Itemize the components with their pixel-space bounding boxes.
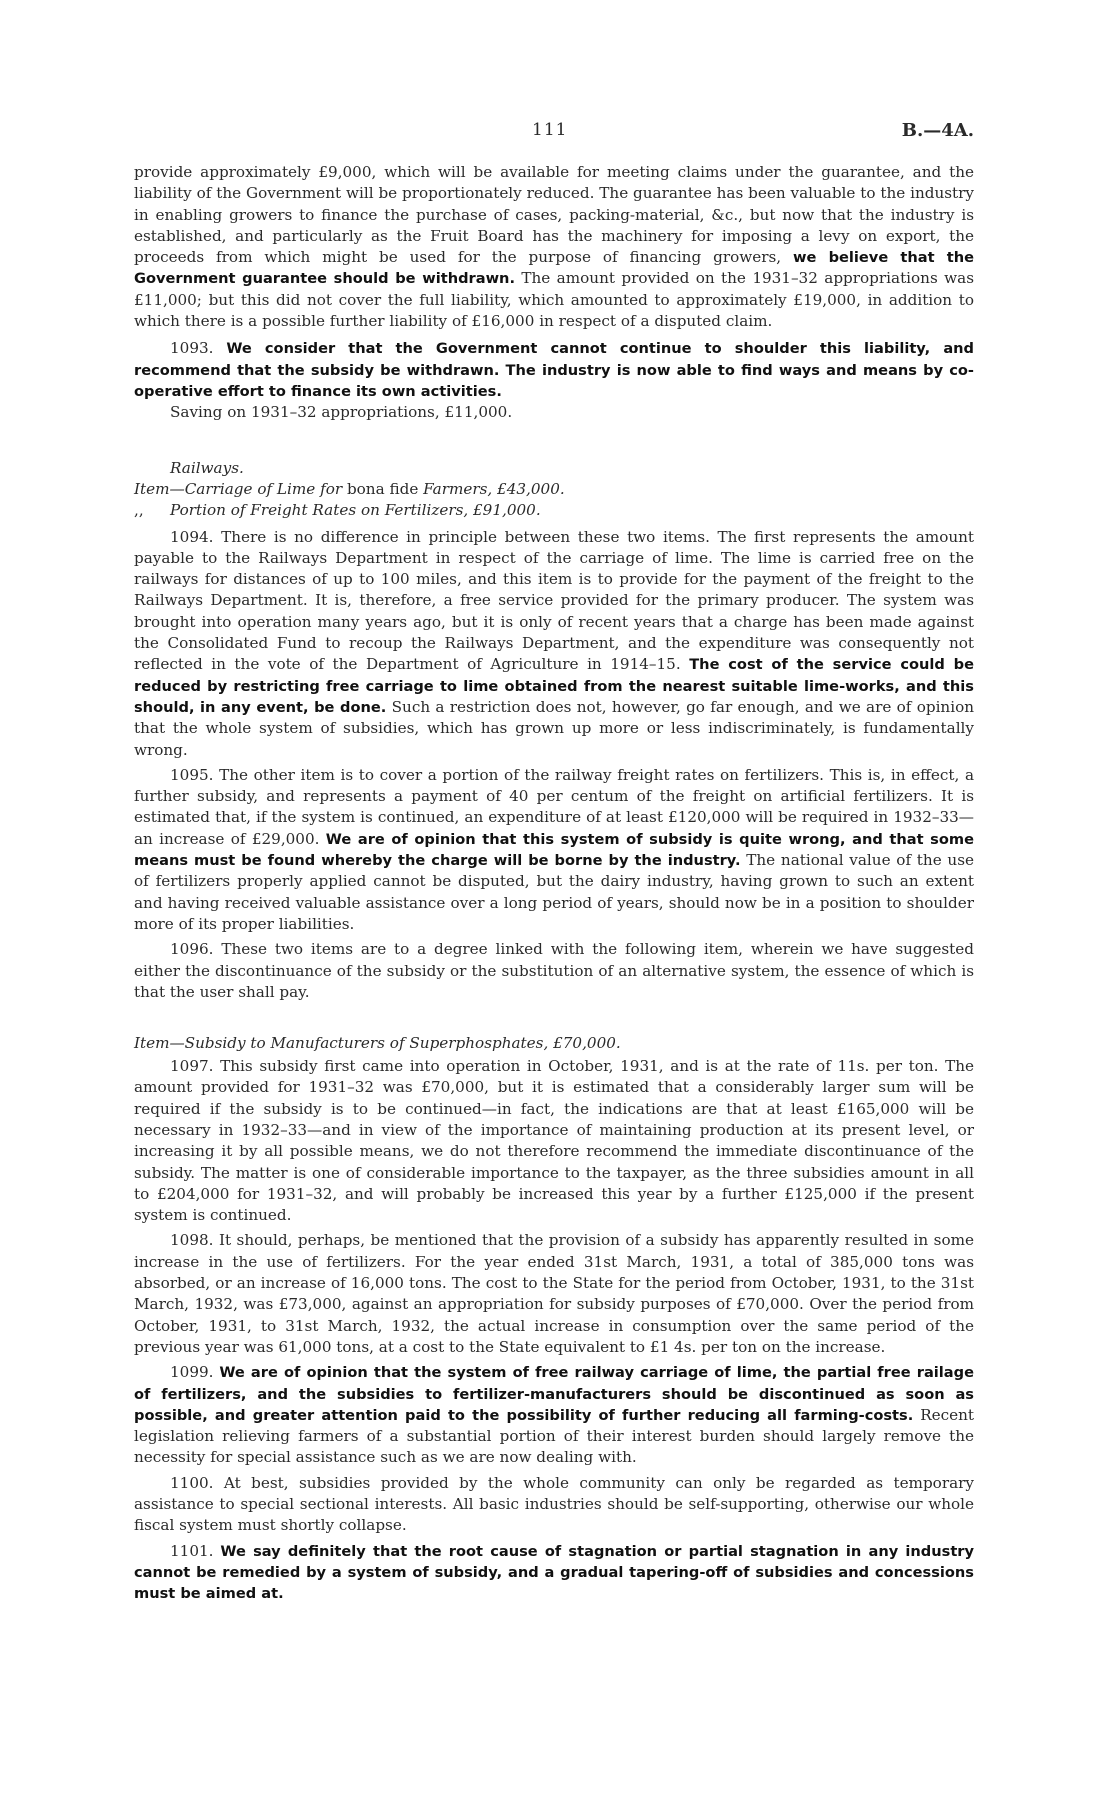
paragraph-continued: provide approximately £9,000, which will be available for meeting claims under the guarantee, and the liability of the Government will be proportionately reduced. The guarantee has been valuable to the industry in enabling growers to finance the purchase of cases, packing-material, &c., but now that the industry is established, and particularly as the Fruit Board has the machinery for imposing a levy on export, the proceeds from which might be used for the purpose of financing growers, we believe that the Government guarantee should be withdrawn. The amount provided on the 1931–32 appropriations was £11,000; but this did not cover the full liability, which amounted to approximately £19,000, in addition to which there is a possible further liability of £16,000 in respect of a disputed claim.	[134, 163, 975, 331]
page-header	[134, 120, 974, 150]
section-heading-railways: Railways.	[170, 458, 244, 477]
section-heading-superphosphates: Item—Subsidy to Manufacturers of Superphosphates, £70,000.	[134, 1034, 621, 1053]
item-freight-rates: ,, Portion of Freight Rates on Fertilizers, £91,000.	[134, 500, 541, 519]
paragraph-1096: 1096. These two items are to a degree linked with the following item, wherein we have suggested either the discontinuance of the subsidy or the substitution of an alternative system, the essence of which is that the user shall pay.	[134, 940, 974, 1001]
paragraph-1098: 1098. It should, perhaps, be mentioned that the provision of a subsidy has apparently resulted in some increase in the use of fertilizers. For the year ended 31st March, 1931, a total of 385,000 tons was absorbed, or an increase of 16,000 tons. The cost to the State for the period from October, 1931, to the 31st March, 1932, was £73,000, against an appropriation for subsidy purposes of £70,000. Over the period from October, 1931, to 31st March, 1932, the actual increase in consumption over the same period of the previous year was 61,000 tons, at a cost to the State equivalent to £1 4s. per ton on the increase.	[134, 1231, 974, 1356]
page-number: 111	[532, 120, 568, 140]
paragraph-1100: 1100. At best, subsidies provided by the whole community can only be regarded as temporary assistance to special sectional interests. All basic industries should be self-supporting, otherwise our whole fiscal system must shortly collapse.	[134, 1473, 974, 1535]
paragraph-1099: 1099. We are of opinion that the system of free railway carriage of lime, the partial free railage of fertilizers, and the subsidies to fertilizer-manufacturers should be discontinued as soon as possible, and greater attention paid to the possibility of further reducing all farming-costs. Recent legislation relieving farmers of a substantial portion of their interest burden should largely remove the necessity for special assistance such as we are now dealing with.	[134, 1363, 975, 1467]
saving-note: Saving on 1931–32 appropriations, £11,000.	[170, 403, 513, 422]
paragraph-1095: 1095. The other item is to cover a portion of the railway freight rates on fertilizers. This is, in effect, a further subsidy, and represents a payment of 40 per centum of the freight on artificial fertilizers. It is estimated that, if the system is continued, an expenditure of at least £120,000 will be required in 1932–33—an increase of £29,000. We are of opinion that this system of subsidy is quite wrong, and that some means must be found whereby the charge will be borne by the industry. The national value of the use of fertilizers properly applied cannot be disputed, but the dairy industry, having grown to such an extent and having received valuable assistance over a long period of years, should now be in a position to shoulder more of its proper liabilities.	[134, 765, 974, 933]
paragraph-1093: 1093. We consider that the Government cannot continue to shoulder this liability, and recommend that the subsidy be withdrawn. The industry is now able to find ways and means by co-operative effort to finance its own activities.	[134, 339, 974, 400]
item-carriage-of-lime: Item—Carriage of Lime for bona fide Farmers, £43,000.	[134, 479, 565, 498]
paragraph-1094: 1094. There is no difference in principle between these two items. The first represents the amount payable to the Railways Department in respect of the carriage of lime. The lime is carried free on the railways for distances of up to 100 miles, and this item is to provide for the payment of the freight to the Railways Department. It is, therefore, a free service provided for the primary producer. The system was brought into operation many years ago, but it is only of recent years that a charge has been made against the Consolidated Fund to recoup the Railways Department, and the expenditure was consequently not reflected in the vote of the Department of Agriculture in 1914–15. The cost of the service could be reduced by restricting free carriage to lime obtained from the nearest suitable lime-works, and this should, in any event, be done. Such a restriction does not, however, go far enough, and we are of opinion that the whole system of subsidies, which has grown up more or less indiscriminately, is fundamentally wrong.	[134, 527, 975, 759]
paragraph-1097: 1097. This subsidy first came into operation in October, 1931, and is at the rate of 11s. per ton. The amount provided for 1931–32 was £70,000, but it is estimated that a considerably larger sum will be required if the subsidy is to be continued—in fact, the indications are that at least £165,000 will be necessary in 1932–33—and in view of the importance of maintaining production at its present level, or increasing it by all possible means, we do not therefore recommend the immediate discontinuance of the subsidy. The matter is one of considerable importance to the taxpayer, as the three subsidies amount in all to £204,000 for 1931–32, and will probably be increased this year by a further £125,000 if the present system is continued.	[134, 1057, 975, 1225]
document-page	[134, 120, 974, 1605]
document-reference: B.—4A.	[901, 120, 974, 141]
paragraph-1101: 1101. We say definitely that the root cause of stagnation or partial stagnation in any industry cannot be remedied by a system of subsidy, and a gradual tapering-off of subsidies and concessions must be aimed at.	[134, 1541, 975, 1603]
